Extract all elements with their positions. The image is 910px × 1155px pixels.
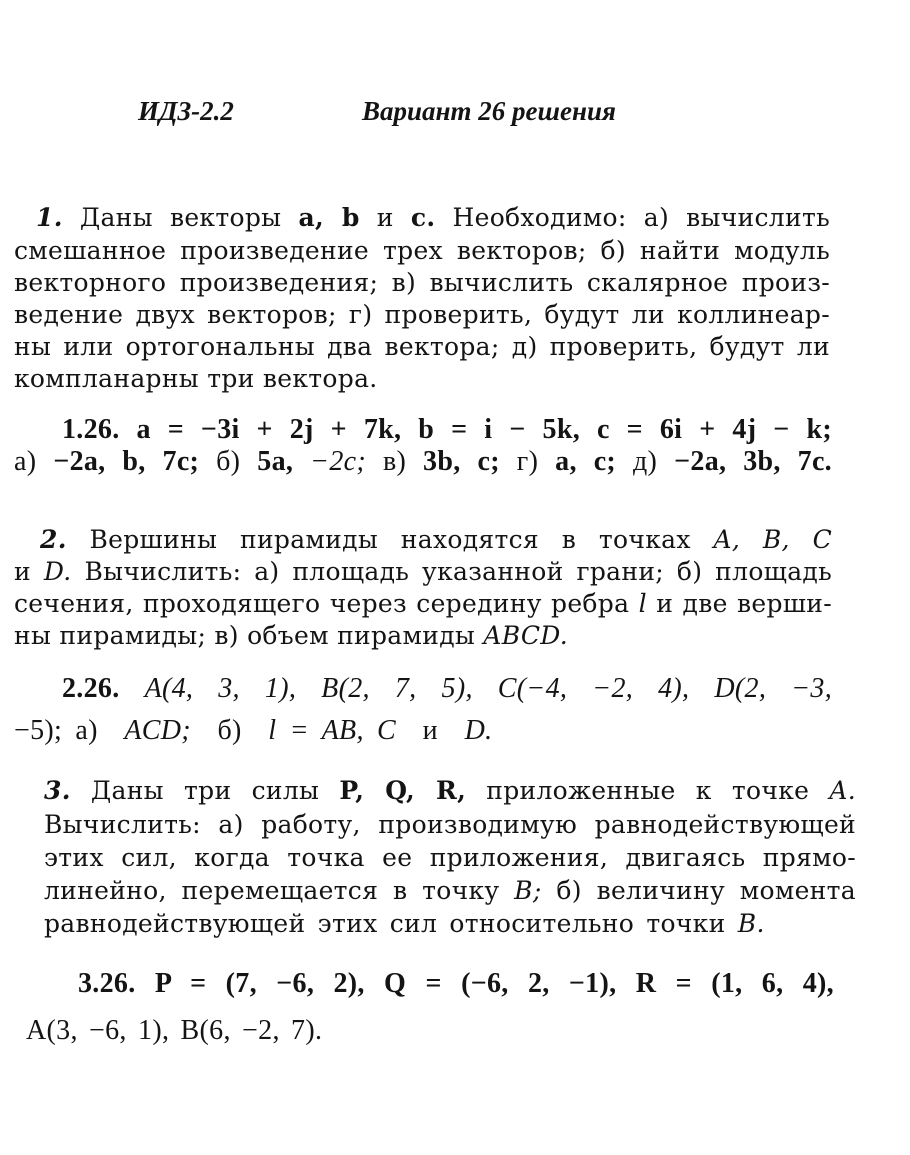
task2-data-line2: −5); а) ACD; б) l = AB, C и D. (14, 715, 493, 746)
task3-data-line1: 3.26. P = (7, −6, 2), Q = (−6, 2, −1), R = (1, 6, 4), (78, 968, 834, 999)
task1-line1: 1. Даны векторы a, b и c. Необходимо: а) вычислить (36, 203, 830, 232)
task1-number: 1. (36, 203, 63, 232)
task3-number: 3. (44, 776, 71, 805)
task2-number: 2. (40, 525, 67, 554)
task1-line4: ведение двух векторов; г) проверить, будут ли коллинеар- (14, 300, 830, 329)
task2-line1: 2. Вершины пирамиды находятся в точках A, B, C (40, 525, 833, 554)
task2-data-line1: 2.26. A(4, 3, 1), B(2, 7, 5), C(−4, −2, 4), D(2, −3, (62, 673, 832, 704)
task1-line5: ны или ортогональны два вектора; д) проверить, будут ли (14, 332, 830, 361)
task2-data-number: 2.26. (62, 673, 120, 704)
task2-line3: сечения, проходящего через середину ребра l и две верши- (14, 589, 833, 618)
variant-title: Вариант 26 решения (362, 96, 616, 126)
task3-data-line2: A(3, −6, 1), B(6, −2, 7). (26, 1015, 323, 1046)
task3-line4: линейно, перемещается в точку B; б) величину момента (44, 876, 856, 905)
task3-line2: Вычислить: а) работу, производимую равнодействующей (44, 810, 856, 839)
doc-code: ИДЗ-2.2 (138, 96, 234, 126)
task1-data-line1: 1.26. a = −3i + 2j + 7k, b = i − 5k, c = 6i + 4j − k; (62, 414, 832, 445)
task1-data-number: 1.26. (62, 414, 120, 445)
task1-line6: компланарны три вектора. (14, 364, 378, 393)
task1-line3: векторного произведения; в) вычислить скалярное произ- (14, 268, 830, 297)
task3-line1: 3. Даны три силы P, Q, R, приложенные к точке A. (44, 776, 856, 805)
task1-line2: смешанное произведение трех векторов; б) найти модуль (14, 236, 830, 265)
task1-data-line2: а) −2a, b, 7c; б) 5a, −2c; в) 3b, c; г) a, c; д) −2a, 3b, 7c. (14, 446, 832, 477)
task2-line2: и D. Вычислить: а) площадь указанной грани; б) площадь (14, 557, 833, 586)
task3-data-number: 3.26. (78, 968, 136, 999)
task3-line3: этих сил, когда точка ее приложения, двигаясь прямо- (44, 843, 856, 872)
task2-line4: ны пирамиды; в) объем пирамиды ABCD. (14, 621, 568, 650)
task3-line5: равнодействующей этих сил относительно точки B. (44, 909, 765, 938)
